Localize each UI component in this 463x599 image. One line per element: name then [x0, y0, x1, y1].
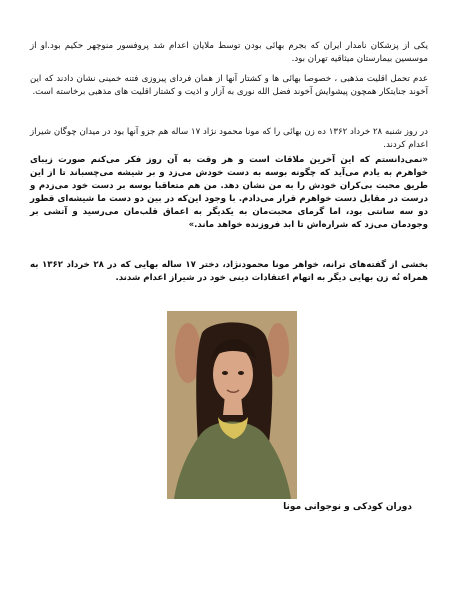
- portrait-illustration: [167, 311, 297, 499]
- quote-paragraph: «نمی‌دانستم که این آخرین ملاقات است و هر وقت به آن روز فکر می‌کنم صورت زیبای خواهرم به یادم می‌آید که چگونه بوسه به دست خودش می‌زد و بر شیشه می‌چسباند تا از این طریق محبت بی‌کران خودش را به من نشان دهد. من هم متعاقبا بوسه بر دست خود می‌زدم و درست در مقابل دست خواهرم قرار می‌دادم. با وجود این‌که در بین دو دست ما شیشه‌ای قطور دو سه سانتی بود، اما گرمای محبت‌مان به یکدیگر به اعماق قلب‌مان می‌رسید و آتشی بر وجودمان می‌زد که شراره‌اش تا ابد فروزنده خواهد ماند.»: [30, 155, 428, 230]
- quote-source-paragraph: بخشی از گفته‌های ترانه، خواهر مونا محمودنژاد، دختر ۱۷ ساله بهایی که در ۲۸ خرداد ۱۳۶۲ به همراه نُه زن بهایی دیگر به اتهام اعتقادات دینی خود در شیراز اعدام شدند.: [30, 260, 428, 283]
- paragraph-3: در روز شنبه ۲۸ خرداد ۱۳۶۲ ده زن بهائی را که مونا محمود نژاد ۱۷ ساله هم جزو آنها بود در میدان چوگان شیراز اعدام کردند.: [30, 127, 428, 150]
- face-shape: [213, 346, 253, 402]
- paragraph-2: عدم تحمل اقلیت مذهبی ، خصوصا بهائی ها و کشتار آنها از همان فردای پیروزی فتنه خمینی نشان دادند که این آخوند جنایتکار همچون پیشوایش آخوند فضل الله نوری به آزار و اذیت و کشتار اقلیت های مذهبی برخاسته است.: [30, 74, 428, 97]
- right-eye: [238, 371, 244, 375]
- portrait-photo: [167, 311, 297, 499]
- neck-shape: [223, 395, 243, 415]
- paragraph-1: یکی از پزشکان نامدار ایران که بجرم بهائی بودن توسط ملایان اعدام شد پروفسور منوچهر حکیم بود.او از موسسین بیمارستان میثاقیه تهران بود.: [30, 41, 428, 64]
- left-eye: [222, 371, 228, 375]
- photo-caption: دوران کودکی و نوجوانی مونا: [283, 502, 412, 512]
